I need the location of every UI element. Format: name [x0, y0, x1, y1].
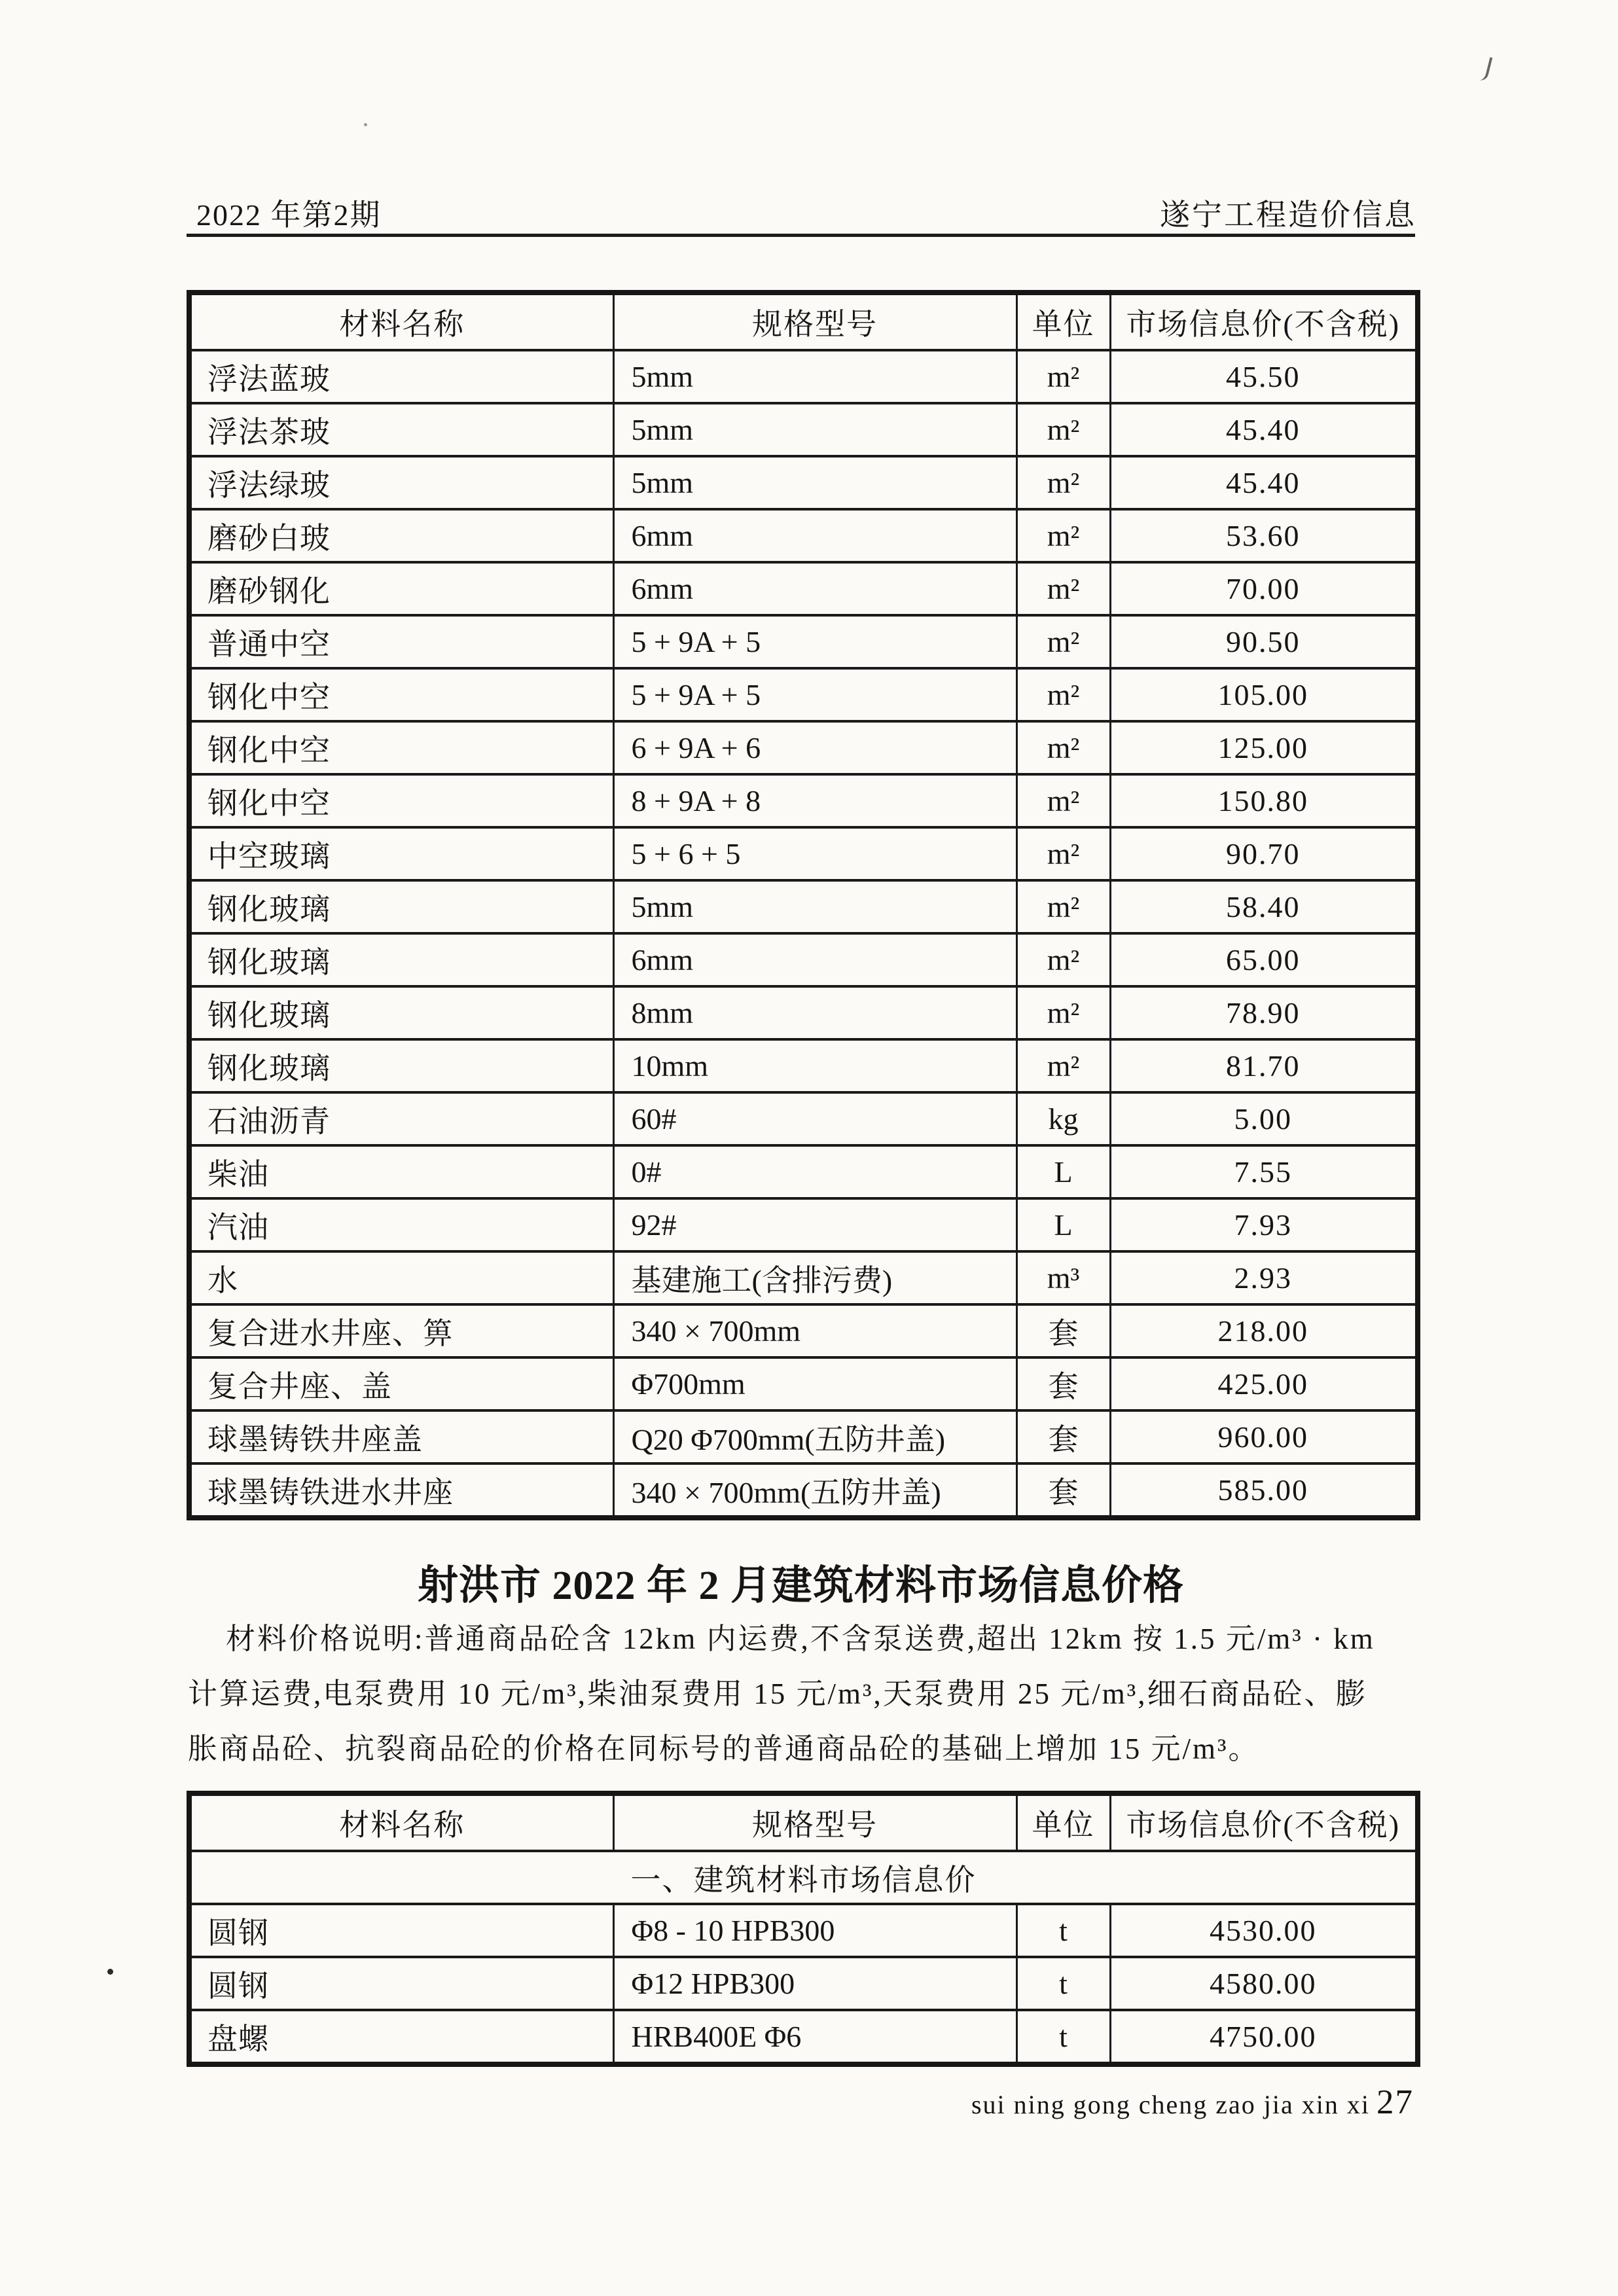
table-row: [189, 827, 1418, 880]
table-row: [189, 350, 1418, 403]
cell-spec: 6mm: [613, 509, 1016, 562]
table-row: [189, 1251, 1418, 1304]
cell-spec: 6 + 9A + 6: [613, 721, 1016, 774]
cell-spec: 0#: [613, 1145, 1016, 1198]
note-line-3: 胀商品砼、抗裂商品砼的价格在同标号的普通商品砼的基础上增加 15 元/m³。: [188, 1732, 1260, 1765]
cell-material-name: 圆钢: [189, 1904, 613, 1957]
col-header-price: 市场信息价(不含税): [1110, 1793, 1418, 1851]
cell-spec: 5 + 6 + 5: [613, 827, 1016, 880]
col-header-price: 市场信息价(不含税): [1110, 293, 1418, 350]
cell-spec: Q20 Φ700mm(五防井盖): [613, 1410, 1016, 1463]
cell-material-name: 钢化玻璃: [189, 1039, 613, 1092]
cell-material-name: 钢化中空: [189, 774, 613, 827]
table-row: [189, 933, 1418, 986]
page-number: 27: [1376, 2083, 1414, 2121]
cell-price: 70.00: [1110, 562, 1418, 615]
cell-material-name: 柴油: [189, 1145, 613, 1198]
cell-unit: m³: [1016, 1251, 1110, 1304]
cell-spec: 5 + 9A + 5: [613, 615, 1016, 668]
cell-unit: m²: [1016, 562, 1110, 615]
cell-spec: Φ8 - 10 HPB300: [613, 1904, 1016, 1957]
cell-material-name: 浮法茶玻: [189, 403, 613, 456]
cell-unit: m²: [1016, 456, 1110, 509]
cell-unit: t: [1016, 2010, 1110, 2064]
cell-unit: t: [1016, 1957, 1110, 2010]
table-row: [189, 562, 1418, 615]
materials-price-table-2: [187, 1791, 1420, 2067]
table-row: [189, 1357, 1418, 1410]
cell-material-name: 汽油: [189, 1198, 613, 1251]
cell-material-name: 浮法绿玻: [189, 456, 613, 509]
issue-label: 2022 年第2期: [196, 198, 382, 232]
cell-material-name: 盘螺: [189, 2010, 613, 2064]
cell-unit: t: [1016, 1904, 1110, 1957]
cell-price: 425.00: [1110, 1357, 1418, 1410]
table-row: [189, 986, 1418, 1039]
table-row: [189, 456, 1418, 509]
table-row: [189, 1198, 1418, 1251]
cell-material-name: 石油沥青: [189, 1092, 613, 1145]
cell-spec: 8mm: [613, 986, 1016, 1039]
cell-material-name: 磨砂钢化: [189, 562, 613, 615]
cell-material-name: 磨砂白玻: [189, 509, 613, 562]
cell-unit: 套: [1016, 1304, 1110, 1357]
cell-unit: m²: [1016, 880, 1110, 933]
cell-price: 58.40: [1110, 880, 1418, 933]
cell-spec: 60#: [613, 1092, 1016, 1145]
note-line-1: 材料价格说明:普通商品砼含 12km 内运费,不含泵送费,超出 12km 按 1.5 元/m³ · km: [226, 1623, 1375, 1655]
cell-unit: m²: [1016, 1039, 1110, 1092]
table-header-row: [189, 1793, 1418, 1851]
table-row: [189, 774, 1418, 827]
cell-price: 4580.00: [1110, 1957, 1418, 2010]
cell-material-name: 球墨铸铁井座盖: [189, 1410, 613, 1463]
cell-unit: L: [1016, 1145, 1110, 1198]
cell-price: 960.00: [1110, 1410, 1418, 1463]
cell-price: 45.40: [1110, 403, 1418, 456]
cell-material-name: 球墨铸铁进水井座: [189, 1463, 613, 1518]
table-row: [189, 1957, 1418, 2010]
cell-material-name: 复合进水井座、箅: [189, 1304, 613, 1357]
cell-spec: 基建施工(含排污费): [613, 1251, 1016, 1304]
cell-price: 81.70: [1110, 1039, 1418, 1092]
table-row: [189, 509, 1418, 562]
cell-material-name: 浮法蓝玻: [189, 350, 613, 403]
cell-unit: m²: [1016, 403, 1110, 456]
table-row: [189, 1304, 1418, 1357]
cell-unit: 套: [1016, 1410, 1110, 1463]
cell-spec: 92#: [613, 1198, 1016, 1251]
cell-price: 78.90: [1110, 986, 1418, 1039]
cell-unit: L: [1016, 1198, 1110, 1251]
cell-price: 218.00: [1110, 1304, 1418, 1357]
col-header-spec: 规格型号: [613, 1793, 1016, 1851]
cell-material-name: 钢化中空: [189, 721, 613, 774]
cell-price: 7.55: [1110, 1145, 1418, 1198]
scan-speck: [364, 123, 367, 126]
cell-spec: 6mm: [613, 562, 1016, 615]
cell-material-name: 水: [189, 1251, 613, 1304]
cell-price: 5.00: [1110, 1092, 1418, 1145]
cell-spec: 5mm: [613, 403, 1016, 456]
header-rule: [187, 234, 1415, 237]
cell-spec: 340 × 700mm(五防井盖): [613, 1463, 1016, 1518]
cell-spec: 8 + 9A + 8: [613, 774, 1016, 827]
cell-price: 90.70: [1110, 827, 1418, 880]
table-row: [189, 1039, 1418, 1092]
table-row: [189, 403, 1418, 456]
cell-price: 2.93: [1110, 1251, 1418, 1304]
scan-speck: [107, 1969, 113, 1975]
cell-material-name: 钢化玻璃: [189, 933, 613, 986]
table-row: [189, 668, 1418, 721]
section-title: 射洪市 2022 年 2 月建筑材料市场信息价格: [417, 1564, 1184, 1608]
table-row: [189, 2010, 1418, 2064]
cell-spec: 5mm: [613, 350, 1016, 403]
table-header-row: [189, 293, 1418, 350]
table-row: [189, 1092, 1418, 1145]
table-row: [189, 1904, 1418, 1957]
table-row: [189, 880, 1418, 933]
journal-title: 遂宁工程造价信息: [1160, 198, 1416, 232]
table-row: [189, 1145, 1418, 1198]
cell-price: 53.60: [1110, 509, 1418, 562]
cell-spec: Φ700mm: [613, 1357, 1016, 1410]
cell-unit: m²: [1016, 615, 1110, 668]
cell-unit: m²: [1016, 774, 1110, 827]
cell-spec: 5mm: [613, 880, 1016, 933]
cell-spec: 5mm: [613, 456, 1016, 509]
cell-price: 105.00: [1110, 668, 1418, 721]
cell-price: 4750.00: [1110, 2010, 1418, 2064]
cell-price: 65.00: [1110, 933, 1418, 986]
cell-material-name: 中空玻璃: [189, 827, 613, 880]
cell-unit: kg: [1016, 1092, 1110, 1145]
cell-unit: m²: [1016, 668, 1110, 721]
group-header-row: [189, 1851, 1418, 1904]
cell-unit: m²: [1016, 350, 1110, 403]
table-row: [189, 721, 1418, 774]
cell-price: 45.40: [1110, 456, 1418, 509]
cell-price: 7.93: [1110, 1198, 1418, 1251]
table-row: [189, 1463, 1418, 1518]
footer-romanized-title: sui ning gong cheng zao jia xin xi: [971, 2090, 1370, 2119]
table-row: [189, 1410, 1418, 1463]
cell-material-name: 复合井座、盖: [189, 1357, 613, 1410]
col-header-spec: 规格型号: [613, 293, 1016, 350]
cell-material-name: 钢化玻璃: [189, 986, 613, 1039]
cell-unit: m²: [1016, 933, 1110, 986]
cell-price: 585.00: [1110, 1463, 1418, 1518]
col-header-material-name: 材料名称: [189, 293, 613, 350]
cell-price: 4530.00: [1110, 1904, 1418, 1957]
cell-unit: m²: [1016, 509, 1110, 562]
cell-material-name: 钢化中空: [189, 668, 613, 721]
col-header-material-name: 材料名称: [189, 1793, 613, 1851]
col-header-unit: 单位: [1016, 293, 1110, 350]
group-title: 一、建筑材料市场信息价: [189, 1851, 1418, 1904]
cell-unit: m²: [1016, 721, 1110, 774]
cell-spec: 6mm: [613, 933, 1016, 986]
price-note: [188, 1611, 1422, 1776]
cell-material-name: 钢化玻璃: [189, 880, 613, 933]
note-line-2: 计算运费,电泵费用 10 元/m³,柴油泵费用 15 元/m³,天泵费用 25 元/m³,细石商品砼、膨: [188, 1677, 1367, 1710]
cell-spec: 5 + 9A + 5: [613, 668, 1016, 721]
cell-unit: m²: [1016, 827, 1110, 880]
cell-unit: 套: [1016, 1463, 1110, 1518]
cell-spec: HRB400E Φ6: [613, 2010, 1016, 2064]
cell-material-name: 圆钢: [189, 1957, 613, 2010]
cell-unit: m²: [1016, 986, 1110, 1039]
page-footer: [971, 2083, 1414, 2122]
cell-spec: 340 × 700mm: [613, 1304, 1016, 1357]
col-header-unit: 单位: [1016, 1793, 1110, 1851]
cell-spec: Φ12 HPB300: [613, 1957, 1016, 2010]
cell-spec: 10mm: [613, 1039, 1016, 1092]
cell-material-name: 普通中空: [189, 615, 613, 668]
scan-speck: [1478, 56, 1493, 82]
cell-price: 125.00: [1110, 721, 1418, 774]
cell-unit: 套: [1016, 1357, 1110, 1410]
cell-price: 45.50: [1110, 350, 1418, 403]
materials-price-table-1: [187, 290, 1420, 1520]
table-row: [189, 615, 1418, 668]
cell-price: 150.80: [1110, 774, 1418, 827]
cell-price: 90.50: [1110, 615, 1418, 668]
